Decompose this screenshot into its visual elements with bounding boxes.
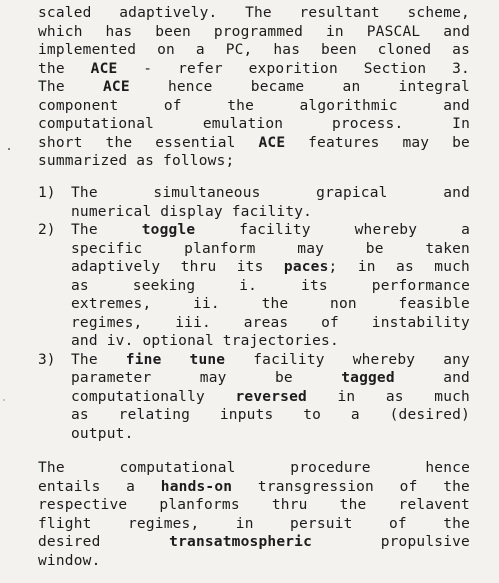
emphasized-word: tagged bbox=[341, 370, 395, 386]
emphasized-word: ACE bbox=[90, 61, 118, 77]
list-item-line: specific planform may be taken bbox=[71, 241, 470, 257]
paper-speck bbox=[3, 399, 5, 401]
list-item-line: output. bbox=[71, 426, 134, 442]
text-line: respective planforms thru the relavent bbox=[38, 497, 470, 513]
text-line: desired transatmospheric propulsive bbox=[38, 534, 470, 550]
list-item-line: The toggle facility whereby a bbox=[71, 222, 470, 238]
list-item-line: numerical display facility. bbox=[71, 204, 313, 220]
list-item-line: The simultaneous grapical and bbox=[71, 185, 470, 201]
list-marker: 3) bbox=[38, 352, 56, 368]
text-line: summarized as follows; bbox=[38, 153, 235, 169]
text-line: computational emulation process. In bbox=[38, 116, 470, 132]
emphasized-word: ACE bbox=[258, 135, 286, 151]
emphasized-word: toggle bbox=[141, 222, 196, 238]
emphasized-word: hands-on bbox=[160, 479, 233, 495]
emphasized-word: paces bbox=[283, 259, 329, 275]
list-marker: 2) bbox=[38, 222, 56, 238]
emphasized-word: reversed bbox=[235, 389, 307, 405]
list-item-line: parameter may be tagged and bbox=[71, 370, 470, 386]
text-line: short the essential ACE features may be bbox=[38, 135, 470, 151]
list-item-line: The fine tune facility whereby any bbox=[71, 352, 470, 368]
text-line: which has been programmed in PASCAL and bbox=[38, 24, 470, 40]
emphasized-word: transatmospheric bbox=[169, 534, 313, 550]
text-line: implemented on a PC, has been cloned as bbox=[38, 42, 470, 58]
list-item-line: regimes, iii. areas of instability bbox=[71, 315, 470, 331]
paper-speck bbox=[8, 148, 10, 150]
text-line: window. bbox=[38, 553, 101, 569]
text-line: entails a hands-on transgression of the bbox=[38, 479, 470, 495]
emphasized-word: fine tune bbox=[125, 352, 226, 368]
list-item-line: as seeking i. its performance bbox=[71, 278, 470, 294]
list-item-line: as relating inputs to a (desired) bbox=[71, 407, 470, 423]
text-line: the ACE - refer exporition Section 3. bbox=[38, 61, 470, 77]
emphasized-word: ACE bbox=[102, 79, 130, 95]
list-item-line: computationally reversed in as much bbox=[71, 389, 470, 405]
text-line: flight regimes, in persuit of the bbox=[38, 516, 470, 532]
text-line: The ACE hence became an integral bbox=[38, 79, 470, 95]
list-item-line: and iv. optional trajectories. bbox=[71, 333, 339, 349]
text-line: The computational procedure hence bbox=[38, 460, 470, 476]
text-line: scaled adaptively. The resultant scheme, bbox=[38, 5, 470, 21]
list-item-line: extremes, ii. the non feasible bbox=[71, 296, 470, 312]
text-line: component of the algorithmic and bbox=[38, 98, 470, 114]
list-marker: 1) bbox=[38, 185, 56, 201]
list-item-line: adaptively thru its paces; in as much bbox=[71, 259, 470, 275]
